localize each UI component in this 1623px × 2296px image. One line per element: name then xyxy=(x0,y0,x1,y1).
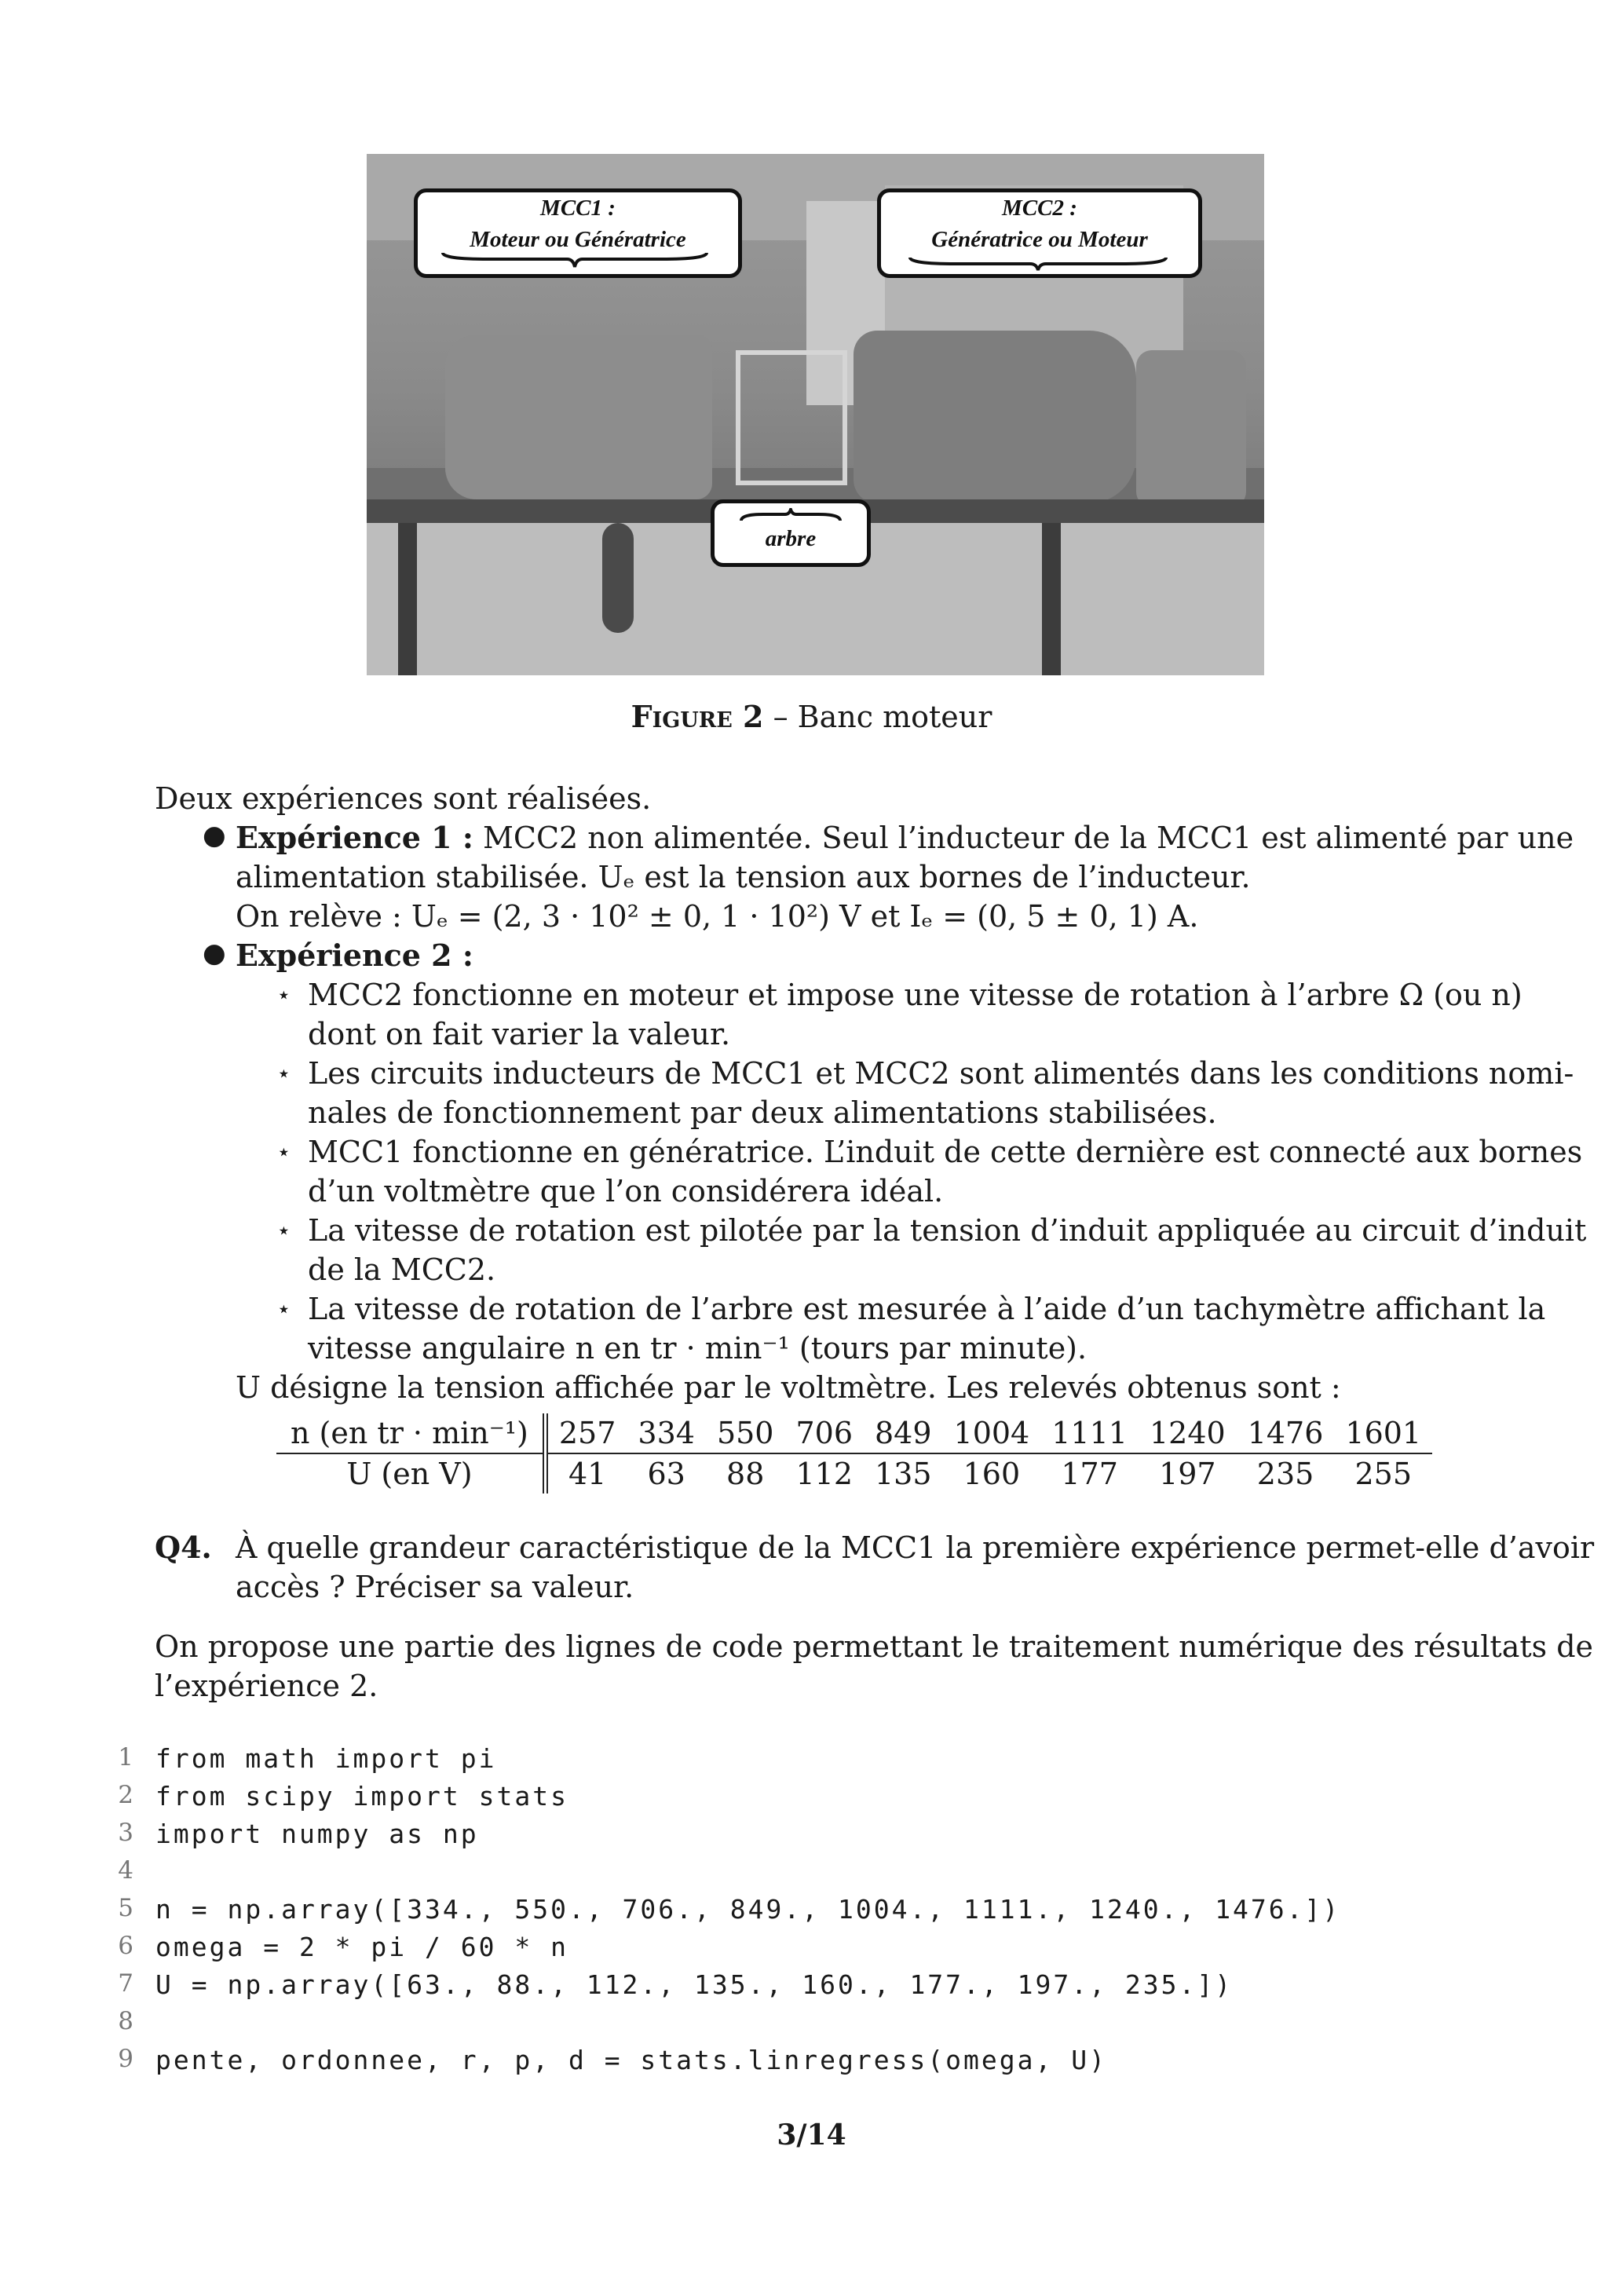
line-number: 4 xyxy=(118,1856,133,1885)
line-number: 7 xyxy=(118,1969,133,1998)
star-icon: ⋆ xyxy=(276,1060,291,1088)
exp1-line2: alimentation stabilisée. Uₑ est la tension aux bornes de l’inducteur. xyxy=(236,860,1251,894)
measurements-table xyxy=(276,1413,1432,1493)
exp2-item-5-l2: vitesse angulaire n en tr · min⁻¹ (tours par minute). xyxy=(308,1331,1087,1366)
brace-mcc1 xyxy=(441,250,708,270)
brace-mcc2 xyxy=(908,254,1168,273)
exp2-title: Expérience 2 : xyxy=(236,938,473,973)
star-icon: ⋆ xyxy=(276,1217,291,1245)
table-cell: 197 xyxy=(1159,1457,1216,1491)
table-cell: 41 xyxy=(568,1457,607,1491)
line-number: 6 xyxy=(118,1932,133,1960)
label-mcc2-sub: Génératrice ou Moteur xyxy=(931,227,1148,252)
exp2-item-4-l2: de la MCC2. xyxy=(308,1252,496,1287)
code-text: pente, ordonnee, r, p, d = stats.linregress(omega, U) xyxy=(155,2045,1107,2075)
propose-line2: l’expérience 2. xyxy=(155,1669,378,1703)
label-mcc1-title: MCC1 : xyxy=(540,196,616,221)
table-cell: 1004 xyxy=(943,1413,1041,1453)
exp1-line1 xyxy=(236,818,1574,857)
label-mcc1-sub: Moteur ou Génératrice xyxy=(470,227,686,252)
exp1-line3: On relève : Uₑ = (2, 3 · 10² ± 0, 1 · 10²) V et Iₑ = (0, 5 ± 0, 1) A. xyxy=(236,899,1199,934)
table-cell: 550 xyxy=(706,1413,785,1453)
star-icon: ⋆ xyxy=(276,1296,291,1323)
table-cell: 257 xyxy=(545,1413,627,1453)
row-header-u: U (en V) xyxy=(276,1453,545,1493)
figure-caption-text: – Banc moteur xyxy=(773,700,992,734)
line-number: 1 xyxy=(118,1743,133,1771)
row-header-n: n (en tr · min⁻¹) xyxy=(276,1413,545,1453)
star-icon: ⋆ xyxy=(276,1139,291,1166)
u-sentence: U désigne la tension affichée par le voltmètre. Les relevés obtenus sont : xyxy=(236,1370,1341,1405)
q4-label: Q4. xyxy=(155,1530,212,1565)
star-icon: ⋆ xyxy=(276,982,291,1009)
table-row xyxy=(276,1453,1432,1493)
figure-caption xyxy=(0,699,1623,734)
line-number: 5 xyxy=(118,1894,133,1922)
exp2-item-3-l1: MCC1 fonctionne en génératrice. L’induit de cette dernière est connecté aux bornes xyxy=(308,1135,1583,1169)
exp2-item-5-l1: La vitesse de rotation de l’arbre est mesurée à l’aide d’un tachymètre affichant la xyxy=(308,1292,1546,1326)
table-cell: 160 xyxy=(963,1457,1021,1491)
table-cell: 135 xyxy=(875,1457,932,1491)
label-mcc2-title: MCC2 : xyxy=(1002,196,1077,221)
brace-arbre xyxy=(740,508,842,524)
line-number: 8 xyxy=(118,2007,133,2035)
table-row xyxy=(276,1413,1432,1453)
table-cell: 112 xyxy=(795,1457,853,1491)
line-number: 9 xyxy=(118,2045,133,2073)
line-number: 2 xyxy=(118,1781,133,1809)
table-cell: 706 xyxy=(784,1413,864,1453)
exp2-item-2-l2: nales de fonctionnement par deux alimentations stabilisées. xyxy=(308,1095,1217,1130)
exp2-item-4-l1: La vitesse de rotation est pilotée par la tension d’induit appliquée au circuit d’induit xyxy=(308,1213,1587,1248)
label-arbre xyxy=(711,499,871,567)
figure-photo xyxy=(367,154,1264,675)
code-text: n = np.array([334., 550., 706., 849., 1004., 1111., 1240., 1476.]) xyxy=(155,1894,1341,1925)
q4-line2: accès ? Préciser sa valeur. xyxy=(236,1570,634,1604)
table-cell: 177 xyxy=(1061,1457,1118,1491)
table-cell: 255 xyxy=(1354,1457,1413,1491)
code-text: from scipy import stats xyxy=(155,1781,568,1812)
exp2-item-2-l1: Les circuits inducteurs de MCC1 et MCC2 sont alimentés dans les conditions nomi- xyxy=(308,1056,1574,1091)
exp1-title: Expérience 1 : xyxy=(236,820,473,855)
table-cell: 1601 xyxy=(1334,1413,1432,1453)
exp2-item-1-l2: dont on fait varier la valeur. xyxy=(308,1017,731,1051)
exp2-item-3-l2: d’un voltmètre que l’on considérera idéal. xyxy=(308,1174,944,1208)
table-cell: 1240 xyxy=(1139,1413,1237,1453)
label-arbre-text: arbre xyxy=(765,526,817,551)
table-cell: 88 xyxy=(726,1457,765,1491)
table-cell: 235 xyxy=(1256,1457,1314,1491)
figure-caption-label: Figure 2 xyxy=(631,699,764,734)
exp2-item-1-l1: MCC2 fonctionne en moteur et impose une vitesse de rotation à l’arbre Ω (ou n) xyxy=(308,978,1522,1012)
table-cell: 849 xyxy=(864,1413,943,1453)
exp1-line1-text: MCC2 non alimentée. Seul l’inducteur de la MCC1 est alimenté par une xyxy=(482,821,1574,855)
table-cell: 1476 xyxy=(1237,1413,1335,1453)
bullet-icon: ● xyxy=(203,820,226,851)
code-text: omega = 2 * pi / 60 * n xyxy=(155,1932,568,1962)
code-text: U = np.array([63., 88., 112., 135., 160., 177., 197., 235.]) xyxy=(155,1969,1234,2000)
bullet-icon: ● xyxy=(203,938,226,969)
code-text: from math import pi xyxy=(155,1743,497,1774)
line-number: 3 xyxy=(118,1819,133,1847)
table-cell: 334 xyxy=(627,1413,706,1453)
q4-line1: À quelle grandeur caractéristique de la MCC1 la première expérience permet-elle d’avoir xyxy=(236,1530,1595,1565)
table-cell: 1111 xyxy=(1040,1413,1139,1453)
intro-text: Deux expériences sont réalisées. xyxy=(155,781,652,816)
code-text: import numpy as np xyxy=(155,1819,479,1849)
table-cell: 63 xyxy=(647,1457,685,1491)
propose-line1: On propose une partie des lignes de code permettant le traitement numérique des résultats de xyxy=(155,1629,1594,1664)
page-number: 3/14 xyxy=(777,2119,846,2152)
